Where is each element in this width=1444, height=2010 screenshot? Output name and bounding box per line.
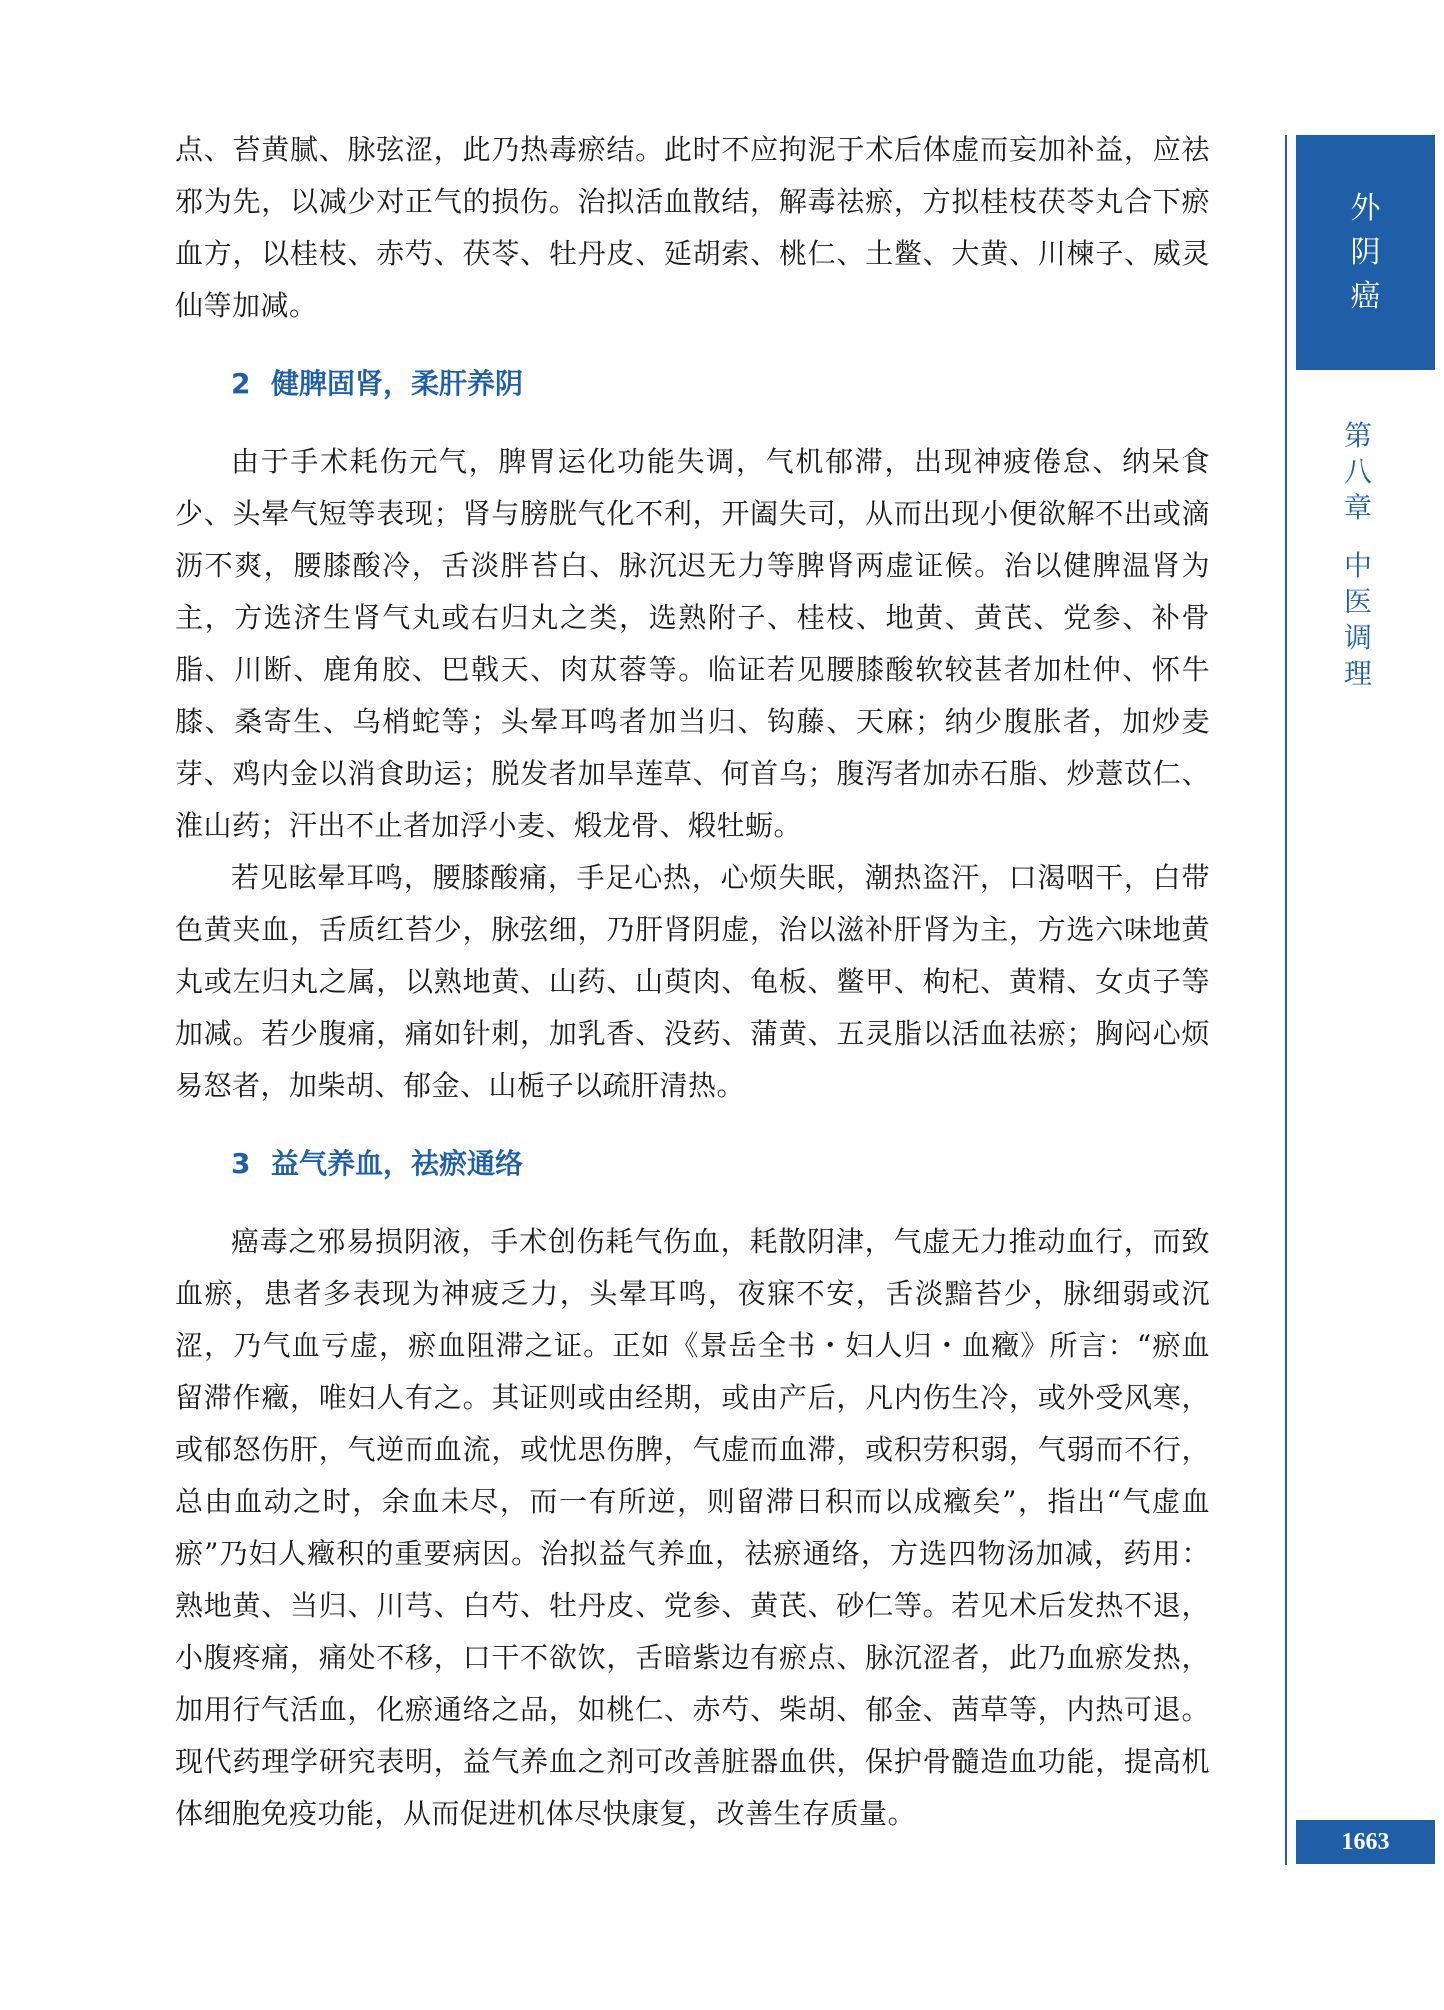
- chapter-title: 中医调理: [1343, 549, 1372, 690]
- spacer: [175, 332, 1210, 358]
- section-heading: [175, 1138, 1210, 1190]
- chapter-number: 第八章: [1343, 419, 1372, 524]
- section-tab-label: 外阴癌: [1350, 191, 1381, 314]
- section-tab: [1296, 135, 1435, 370]
- section-title: 健脾固肾，柔肝养阴: [271, 367, 524, 400]
- body-paragraph: 由于手术耗伤元气，脾胃运化功能失调，气机郁滞，出现神疲倦怠、纳呆食少、头晕气短等表现；肾与膀胱气化不利，开阖失司，从而出现小便欲解不出或滴沥不爽，腰膝酸冷，舌淡胖苔白、脉沉迟无力等脾肾两虚证候。治以健脾温肾为主，方选济生肾气丸或右归丸之类，选熟附子、桂枝、地黄、黄芪、党参、补骨脂、川断、鹿角胶、巴戟天、肉苁蓉等。临证若见腰膝酸软较甚者加杜仲、怀牛膝、桑寄生、乌梢蛇等；头晕耳鸣者加当归、钩藤、天麻；纳少腹胀者，加炒麦芽、鸡内金以消食助运；脱发者加旱莲草、何首乌；腹泻者加赤石脂、炒薏苡仁、淮山药；汗出不止者加浮小麦、煅龙骨、煅牡蛎。: [175, 445, 1210, 842]
- main-content: [175, 124, 1210, 1840]
- body-paragraph: 若见眩晕耳鸣，腰膝酸痛，手足心热，心烦失眠，潮热盗汗，口渴咽干，白带色黄夹血，舌质红苔少，脉弦细，乃肝肾阴虚，治以滋补肝肾为主，方选六味地黄丸或左归丸之属，以熟地黄、山药、山萸肉、龟板、鳖甲、枸杞、黄精、女贞子等加减。若少腹痛，痛如针刺，加乳香、没药、蒲黄、五灵脂以活血祛瘀；胸闷心烦易怒者，加柴胡、郁金、山栀子以疏肝清热。: [175, 861, 1210, 1102]
- sidebar-divider: [1285, 135, 1287, 1865]
- section-heading: [175, 358, 1210, 410]
- section-number: 3: [231, 1147, 251, 1180]
- chapter-label: [1340, 418, 1376, 692]
- section-title: 益气养血，祛瘀通络: [271, 1147, 524, 1180]
- section-number: 2: [231, 367, 251, 400]
- body-paragraph: 癌毒之邪易损阴液，手术创伤耗气伤血，耗散阴津，气虚无力推动血行，而致血瘀，患者多表现为神疲乏力，头晕耳鸣，夜寐不安，舌淡黯苔少，脉细弱或沉涩，乃气血亏虚，瘀血阻滞之证。正如《景岳全书・妇人归・血癥》所言：“瘀血留滞作癥，唯妇人有之。其证则或由经期，或由产后，凡内伤生冷，或外受风寒，或郁怒伤肝，气逆而血流，或忧思伤脾，气虚而血滞，或积劳积弱，气弱而不行，总由血动之时，余血未尽，而一有所逆，则留滞日积而以成癥矣”，指出“气虚血瘀”乃妇人癥积的重要病因。治拟益气养血，祛瘀通络，方选四物汤加减，药用：熟地黄、当归、川芎、白芍、牡丹皮、党参、黄芪、砂仁等。若见术后发热不退，小腹疼痛，痛处不移，口干不欲饮，舌暗紫边有瘀点、脉沉涩者，此乃血瘀发热，加用行气活血，化瘀通络之品，如桃仁、赤芍、柴胡、郁金、茜草等，内热可退。现代药理学研究表明，益气养血之剂可改善脏器血供，保护骨髓造血功能，提高机体细胞免疫功能，从而促进机体尽快康复，改善生存质量。: [175, 1225, 1210, 1830]
- spacer: [175, 1190, 1210, 1216]
- spacer: [175, 1112, 1210, 1138]
- body-paragraph: 点、苔黄腻、脉弦涩，此乃热毒瘀结。此时不应拘泥于术后体虚而妄加补益，应祛邪为先，以减少对正气的损伤。治拟活血散结，解毒祛瘀，方拟桂枝茯苓丸合下瘀血方，以桂枝、赤芍、茯苓、牡丹皮、延胡索、桃仁、土鳖、大黄、川楝子、威灵仙等加减。: [175, 133, 1210, 322]
- page-number: 1663: [1296, 1820, 1435, 1864]
- spacer: [175, 410, 1210, 436]
